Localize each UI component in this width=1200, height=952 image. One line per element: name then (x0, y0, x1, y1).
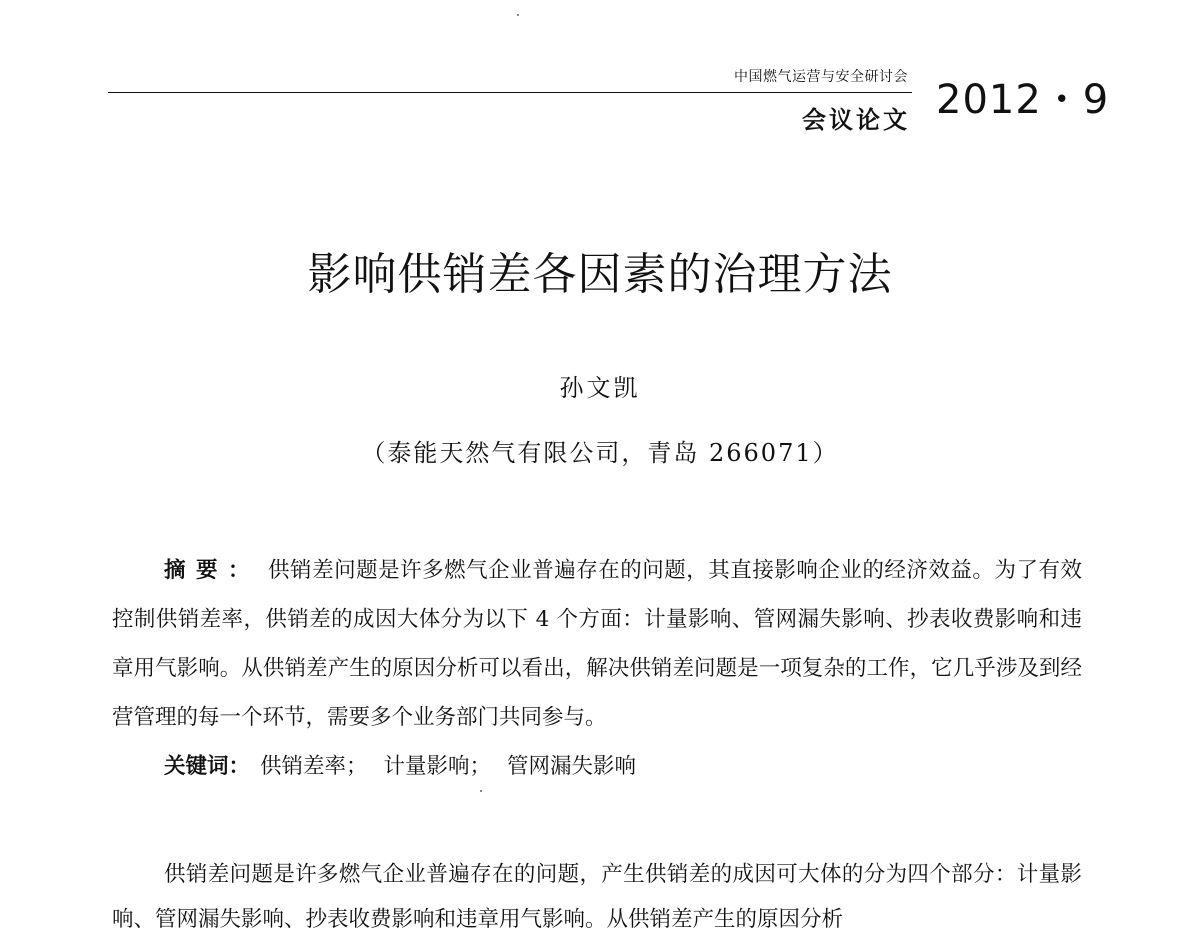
keywords-label: 关键词： (164, 754, 251, 779)
keywords (164, 752, 652, 782)
scan-speck (517, 14, 519, 16)
paper-type: 会议论文 (802, 105, 910, 134)
scan-speck (480, 790, 482, 792)
keyword-item: 供销差率； (260, 754, 368, 779)
abstract-text: 供销差问题是许多燃气企业普遍存在的问题，其直接影响企业的经济效益。为了有效控制供销差率，供销差的成因大体分为以下 4 个方面：计量影响、管网漏失影响、抄表收费影响和违章用气影响。从供销差产生的原因分析可以看出，解决供销差问题是一项复杂的工作，它几乎涉及到经营管理的每一个环节，需要多个业务部门共同参与。 (112, 558, 1082, 730)
header-rule (108, 92, 912, 93)
keyword-item: 管网漏失影响 (507, 754, 637, 779)
author-affiliation: （泰能天然气有限公司，青岛 266071） (361, 439, 839, 467)
issue-date: 2012・9 (936, 77, 1110, 123)
abstract-paragraph (112, 546, 1082, 742)
author-name: 孙文凯 (559, 374, 641, 402)
paper-title: 影响供销差各因素的治理方法 (307, 249, 893, 300)
keyword-item: 计量影响； (383, 754, 492, 779)
conference-name: 中国燃气运营与安全研讨会 (734, 69, 908, 85)
abstract-label: 摘要： (164, 558, 261, 583)
body-text (112, 852, 1082, 942)
abstract (112, 546, 1082, 742)
body-paragraph: 供销差问题是许多燃气企业普遍存在的问题，产生供销差的成因可大体的分为四个部分：计量影响、管网漏失影响、抄表收费影响和违章用气影响。从供销差产生的原因分析 (112, 862, 1082, 932)
